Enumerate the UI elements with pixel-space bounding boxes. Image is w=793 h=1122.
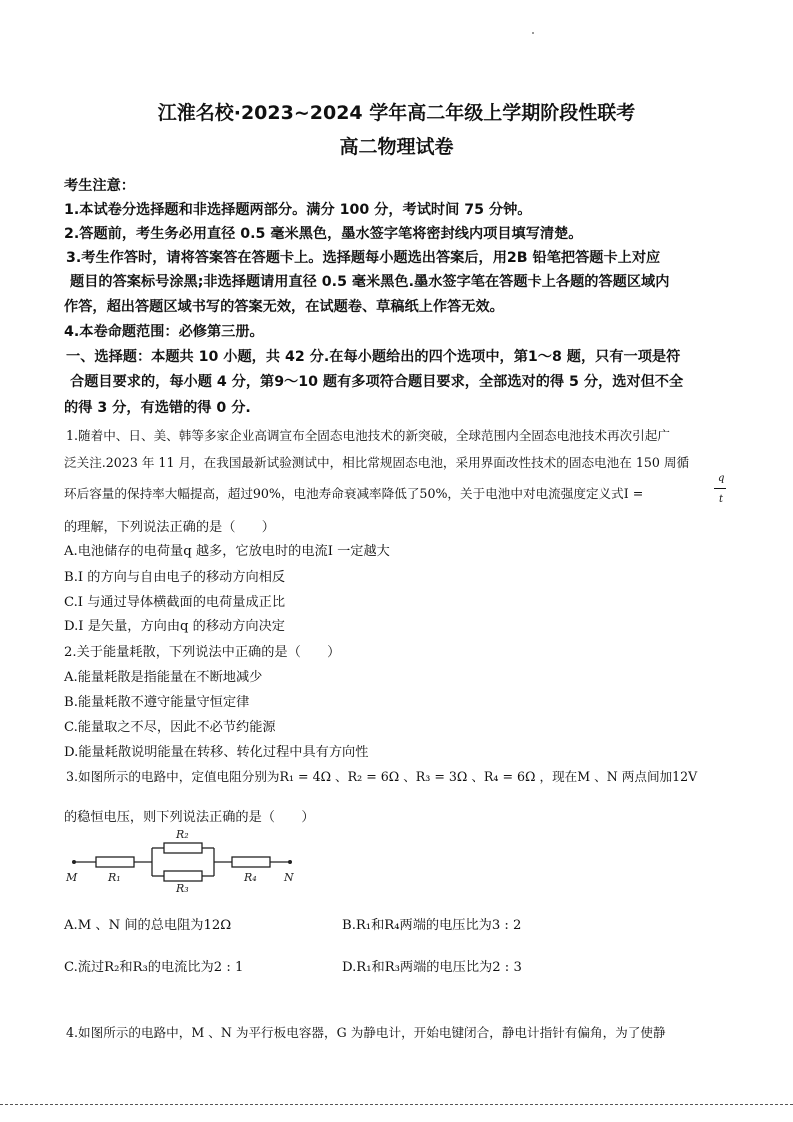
fraction-numerator: q xyxy=(718,473,725,484)
q1-option-d: D.I 是矢量，方向由q 的移动方向决定 xyxy=(64,619,285,634)
label-r2: R₂ xyxy=(176,828,189,841)
terminal-m xyxy=(72,860,76,864)
notice-item: 题目的答案标号涂黑;非选择题请用直径 0.5 毫米黑色.墨水签字笔在答题卡上各题的答题区域内 xyxy=(70,274,670,290)
q1-stem: 的理解，下列说法正确的是（ ） xyxy=(64,520,275,535)
label-r4: R₄ xyxy=(244,871,257,884)
terminal-n xyxy=(288,860,292,864)
q1-stem: 环后容量的保持率大幅提高，超过90%，电池寿命衰减率降低了50%，关于电池中对电流强度定义式I = xyxy=(64,486,644,501)
section-instructions: 合题目要求的，每小题 4 分，第9～10 题有多项符合题目要求，全部选对的得 5 分，选对但不全 xyxy=(70,374,684,390)
notice-item: 4.本卷命题范围：必修第三册。 xyxy=(64,324,264,340)
notice-heading: 考生注意： xyxy=(64,178,135,194)
fraction-denominator: t xyxy=(719,494,724,505)
resistor-r4 xyxy=(232,857,270,867)
fraction-bar xyxy=(714,488,726,489)
q2-stem: 2.关于能量耗散，下列说法中正确的是（ ） xyxy=(64,645,341,660)
q3-option-c: C.流过R₂和R₃的电流比为2 : 1 xyxy=(64,960,244,975)
page-title: 江淮名校·2023~2024 学年高二年级上学期阶段性联考 xyxy=(157,102,636,124)
circuit-diagram xyxy=(62,826,302,895)
section-instructions: 一、选择题：本题共 10 小题，共 42 分.在每小题给出的四个选项中，第1～8 题，只有一项是符 xyxy=(66,349,681,365)
q2-option-c: C.能量取之不尽，因此不必节约能源 xyxy=(64,720,276,735)
q3-stem: 3.如图所示的电路中，定值电阻分别为R₁ = 4Ω 、R₂ = 6Ω 、R₃ = 3Ω 、R₄ = 6Ω ，现在M 、N 两点间加12V xyxy=(66,769,698,784)
notice-item: 1.本试卷分选择题和非选择题两部分。满分 100 分，考试时间 75 分钟。 xyxy=(64,202,532,218)
label-r3: R₃ xyxy=(176,882,189,895)
section-instructions: 的得 3 分，有选错的得 0 分. xyxy=(64,400,251,416)
scan-dot xyxy=(532,32,534,34)
q2-option-a: A.能量耗散是指能量在不断地减少 xyxy=(64,670,263,685)
q1-stem: 1.随着中、日、美、韩等多家企业高调宣布全固态电池技术的新突破，全球范围内全固态电池技术再次引起广 xyxy=(66,428,670,443)
q1-option-b: B.I 的方向与自由电子的移动方向相反 xyxy=(64,570,286,585)
q1-stem: 泛关注.2023 年 11 月，在我国最新试验测试中，相比常规固态电池，采用界面改性技术的固态电池在 150 周循 xyxy=(64,455,690,470)
resistor-r2 xyxy=(164,843,202,853)
notice-item: 2.答题前，考生务必用直径 0.5 毫米黑色，墨水签字笔将密封线内项目填写清楚。 xyxy=(64,226,583,242)
q2-option-d: D.能量耗散说明能量在转移、转化过程中具有方向性 xyxy=(64,745,369,760)
q3-option-b: B.R₁和R₄两端的电压比为3 : 2 xyxy=(342,918,522,933)
q1-option-a: A.电池储存的电荷量q 越多，它放电时的电流I 一定越大 xyxy=(64,544,390,559)
q3-option-d: D.R₁和R₃两端的电压比为2 : 3 xyxy=(342,960,522,975)
q4-stem: 4.如图所示的电路中，M 、N 为平行板电容器，G 为静电计，开始电键闭合，静电计指针有偏角，为了使静 xyxy=(66,1025,666,1040)
q1-option-c: C.I 与通过导体横截面的电荷量成正比 xyxy=(64,595,286,610)
q3-stem: 的稳恒电压，则下列说法正确的是（ ） xyxy=(64,810,315,825)
label-m: M xyxy=(66,871,78,884)
notice-item: 作答，超出答题区域书写的答案无效，在试题卷、草稿纸上作答无效。 xyxy=(64,299,504,315)
label-r1: R₁ xyxy=(108,871,121,884)
resistor-r3 xyxy=(164,871,202,881)
label-n: N xyxy=(284,871,294,884)
q2-option-b: B.能量耗散不遵守能量守恒定律 xyxy=(64,695,250,710)
resistor-r1 xyxy=(96,857,134,867)
q3-option-a: A.M 、N 间的总电阻为12Ω xyxy=(64,918,232,933)
page-subtitle: 高二物理试卷 xyxy=(339,136,454,158)
page-divider xyxy=(0,1104,793,1105)
notice-item: 3.考生作答时，请将答案答在答题卡上。选择题每小题选出答案后，用2B 铅笔把答题卡上对应 xyxy=(66,250,661,266)
